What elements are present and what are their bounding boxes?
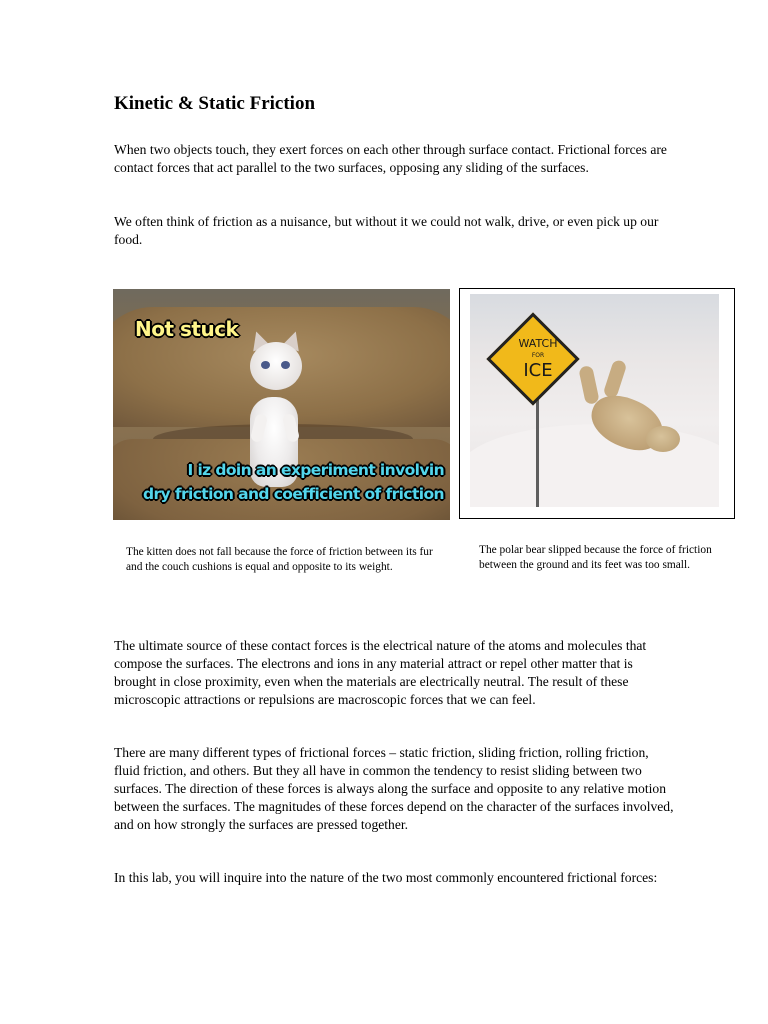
meme-top-text: Not stuck <box>135 317 239 341</box>
meme-bottom-text-line1: I iz doin an experiment involvin <box>187 461 444 479</box>
lab-intro-paragraph: In this lab, you will inquire into the nature of the two most commonly encountered frictional forces: <box>114 870 658 885</box>
snow-ground-shape <box>470 424 719 507</box>
kitten-meme-image <box>113 289 450 520</box>
sign-pole-shape <box>536 390 539 507</box>
bear-leg-2 <box>602 359 627 399</box>
sign-text-for: FOR <box>531 352 545 359</box>
kitten-caption: The kitten does not fall because the force of friction between its fur and the couch cushions is equal and opposite to its weight. <box>126 546 433 573</box>
polar-bear-image <box>470 294 719 507</box>
kitten-head-shape <box>250 342 302 390</box>
sign-text-watch: WATCH <box>518 337 558 350</box>
polar-bear-image-box <box>459 288 735 519</box>
kitten-eye-right <box>281 361 290 369</box>
sign-text-ice: ICE <box>523 360 553 381</box>
warning-sign-shape <box>486 312 579 405</box>
intro-paragraph: When two objects touch, they exert forces on each other through surface contact. Frictional forces are contact forces that act parallel to the two surfaces, opposing any sliding of the surfaces. <box>114 142 667 175</box>
meme-bottom-text-line2: dry friction and coefficient of friction <box>142 485 444 503</box>
electrical-nature-paragraph: The ultimate source of these contact forces is the electrical nature of the atoms and molecules that compose the surfaces. The electrons and ions in any material attract or repel other matter that is brought in close proximity, even when the materials are electrically neutral. The result of these microscopic attractions or repulsions are macroscopic forces that we can feel. <box>114 638 647 707</box>
kitten-eye-left <box>261 361 270 369</box>
bear-leg-1 <box>578 365 600 405</box>
bear-caption: The polar bear slipped because the force of friction between the ground and its feet was too small. <box>479 544 712 571</box>
bear-head-shape <box>646 426 680 452</box>
nuisance-paragraph: We often think of friction as a nuisance, but without it we could not walk, drive, or even pick up our food. <box>114 214 659 247</box>
friction-types-paragraph: There are many different types of frictional forces – static friction, sliding friction, rolling friction, fluid friction, and others. But they all have in common the tendency to resist sliding between two surfaces. The direction of these forces is always along the surface and opposite to any relative motion between the surfaces. The magnitudes of these forces depend on the character of the surfaces involved, and on how strongly the surfaces are pressed together. <box>114 745 674 832</box>
page-title: Kinetic & Static Friction <box>114 93 316 114</box>
